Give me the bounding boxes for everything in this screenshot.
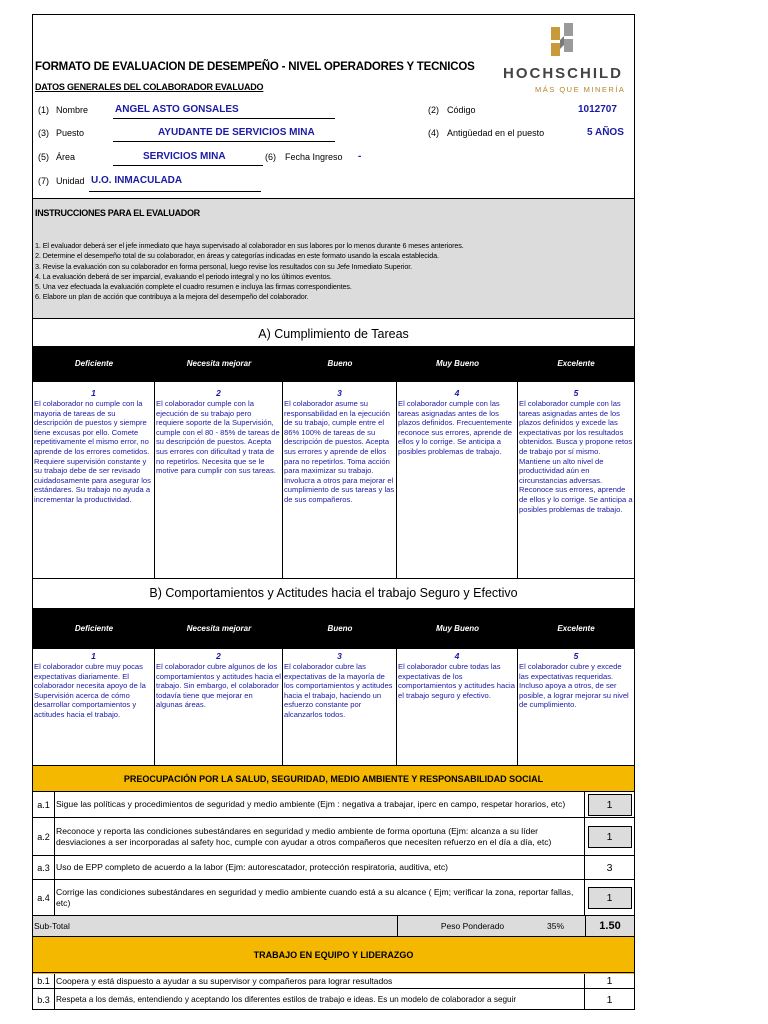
row-text: Reconoce y reporta las condiciones subestándares en seguridad y medio ambiente de forma oportuna (Ejm: alcanza a su líder desviaciones a ser incorporadas al safety hoc, cumple con ayudar a otros compañeros que necesiten refuerzo en el día a día, etc)	[55, 818, 585, 855]
scale-excelente: Excelente	[557, 623, 595, 633]
table-row	[33, 817, 634, 855]
unidad-value[interactable]: U.O. INMACULADA	[91, 175, 183, 186]
level-description: El colaborador cumple con la ejecución de su trabajo pero requiere soporte de la Supervisión, cumple con el 80 - 85% de tareas de su descripción de puestos. Acepta sus errores con dificultad y trata de no repetirlos. Necesita que se le motive para cumplir con sus tareas.	[156, 399, 280, 476]
level-number: 4	[454, 651, 460, 661]
ingreso-value[interactable]: -	[358, 151, 362, 162]
row-code: a.2	[33, 818, 55, 855]
nombre-value[interactable]: ANGEL ASTO GONSALES	[115, 104, 239, 115]
row-text: Coopera y está dispuesto a ayudar a su supervisor y compañeros para lograr resultados	[55, 974, 585, 988]
level-description: El colaborador cumple con las tareas asignadas antes de los plazos definidos y excede las expectativas por los resultados obtenidos. Busca y propone retos de trabajo por sí mismo. Mantiene un alto nivel de productividad aún en circunstancias adversas. Reconoce sus errores, aprende de ellos y lo corrige. Se anticipa a posibles problemas de trabajo.	[519, 399, 633, 514]
subtotal-value: 1.50	[585, 916, 634, 936]
scale-muy-bueno: Muy Bueno	[435, 623, 480, 633]
level-cell	[518, 382, 634, 578]
nombre-label: Nombre	[56, 105, 89, 115]
table-row	[33, 974, 634, 988]
level-description: El colaborador cubre muy pocas expectativas diariamente. El colaborador necesita apoyo de la Supervisión acerca de cómo desarrollar comportamientos y actitudes hacia el trabajo.	[34, 662, 146, 719]
level-number: 5	[573, 651, 579, 661]
table-row	[33, 879, 634, 915]
ingreso-label: Fecha Ingreso	[285, 152, 343, 162]
row-code: a.4	[33, 880, 55, 915]
level-cell	[283, 382, 397, 578]
row-text: Respeta a los demás, entendiendo y aceptando los diferentes estilos de trabajo e ideas. Es un modelo de colaborador a seguir	[55, 989, 585, 1010]
instruction-item: 5. Una vez efectuada la evaluación complete el cuadro resumen e incluya las firmas correspondientes.	[35, 282, 352, 292]
area-label: Área	[56, 152, 76, 162]
level-number: 5	[573, 388, 579, 398]
level-description: El colaborador no cumple con la mayoria de tareas de su descripción de puestos y siempre tiene excusas por ello. Comete repetitivamente el mismo error, no aprende de los errores cometidos. Requiere supervisión constante y su trabajo debe de ser revisado cuidadosamente para asegurar los estándares. Su trabajo no ayuda a incrementar la productividad.	[34, 399, 151, 504]
area-value[interactable]: SERVICIOS MINA	[143, 151, 226, 162]
nombre-underline	[113, 118, 335, 119]
row-code: b.1	[33, 974, 55, 988]
logo-mark-icon	[549, 21, 579, 61]
table-row	[33, 855, 634, 879]
puesto-num: (3)	[38, 128, 49, 138]
subtotal-row	[33, 915, 634, 937]
score-input[interactable]: 1	[606, 994, 613, 1006]
row-code: b.3	[33, 989, 55, 1010]
level-number: 3	[337, 651, 342, 661]
level-cell	[33, 382, 155, 578]
teamwork-title: TRABAJO EN EQUIPO Y LIDERAZGO	[33, 937, 634, 973]
level-cell	[397, 649, 518, 765]
nombre-num: (1)	[38, 105, 49, 115]
puesto-underline	[113, 141, 335, 142]
scale-necesita-mejorar: Necesita mejorar	[186, 623, 252, 633]
puesto-value[interactable]: AYUDANTE DE SERVICIOS MINA	[158, 127, 315, 138]
level-description: El colaborador cubre y excede las expectativas requeridas. Incluso apoya a otros, de ser posible, a lograr mejorar su nivel de cumplimiento.	[519, 662, 629, 710]
area-num: (5)	[38, 152, 49, 162]
safety-title: PREOCUPACIÓN POR LA SALUD, SEGURIDAD, MEDIO AMBIENTE Y RESPONSABILIDAD SOCIAL	[123, 774, 544, 784]
score-input[interactable]: 1	[588, 887, 632, 909]
scale-muy-bueno: Muy Bueno	[435, 359, 480, 368]
weight-value: 35%	[547, 921, 565, 931]
codigo-label: Código	[447, 105, 476, 115]
section-a-scale-header	[33, 346, 634, 381]
instructions-panel	[33, 198, 634, 319]
level-number: 1	[91, 388, 96, 398]
row-code: a.1	[33, 792, 55, 817]
puesto-label: Puesto	[56, 128, 85, 138]
section-b-title: B) Comportamientos y Actitudes hacia el trabajo Seguro y Efectivo	[149, 586, 518, 600]
row-text: Sigue las políticas y procedimientos de seguridad y medio ambiente (Ejm : negativa a trabajar, iperc en campo, respetar horarios, etc)	[55, 792, 585, 817]
scale-necesita-mejorar: Necesita mejorar	[186, 359, 252, 368]
row-text: Corrige las condiciones subestándares en seguridad y medio ambiente cuando está a su alcance ( Ejm; verificar la zona, reportar fallas, etc)	[55, 880, 585, 915]
level-number: 1	[91, 651, 96, 661]
instructions-list	[35, 241, 464, 303]
unidad-label: Unidad	[56, 176, 85, 186]
instruction-item: 2. Determine el desempeño total de su colaborador, en áreas y categorías indicadas en este formato usando la escala establecida.	[35, 251, 439, 261]
codigo-value[interactable]: 1012707	[578, 104, 617, 115]
level-number: 2	[216, 388, 221, 398]
ingreso-num: (6)	[265, 152, 276, 162]
instruction-item: 6. Elabore un plan de acción que contribuya a la mejora del desempeño del colaborador.	[35, 292, 309, 302]
section-b-scale-header	[33, 608, 634, 648]
weight-label: Peso Ponderado	[397, 916, 547, 936]
hochschild-logo	[493, 19, 633, 97]
level-description: El colaborador cumple con las tareas asignadas antes de los plazos definidos. Frecuentemente reconoce sus errores, aprende de ellos y lo corrige. Se anticipa a posibles problemas de trabajo.	[398, 399, 512, 456]
scale-excelente: Excelente	[557, 359, 595, 368]
row-code: a.3	[33, 856, 55, 879]
antiguedad-value[interactable]: 5 AÑOS	[587, 127, 624, 138]
level-cell	[283, 649, 397, 765]
level-description: El colaborador cubre algunos de los comportamientos y actitudes hacia el trabajo. Sin embargo, el colaborador todavía tiene que mejorar en algunas áreas.	[156, 662, 281, 710]
score-input[interactable]: 1	[606, 975, 613, 987]
score-input[interactable]: 3	[585, 856, 634, 879]
level-cell	[155, 382, 283, 578]
scale-deficiente: Deficiente	[74, 623, 114, 633]
score-input[interactable]: 1	[588, 826, 632, 848]
level-cell	[397, 382, 518, 578]
scale-deficiente: Deficiente	[74, 359, 114, 368]
section-a-title: A) Cumplimiento de Tareas	[258, 327, 409, 341]
instructions-title: INSTRUCCIONES PARA EL EVALUADOR	[35, 208, 200, 218]
scale-bueno: Bueno	[327, 359, 353, 368]
level-number: 3	[337, 388, 342, 398]
scale-bueno: Bueno	[327, 623, 353, 633]
antiguedad-label: Antigüedad en el puesto	[447, 128, 545, 138]
level-number: 2	[216, 651, 221, 661]
row-text: Uso de EPP completo de acuerdo a la labor (Ejm: autorescatador, protección respiratoria, auditiva, etc)	[55, 856, 585, 879]
score-input[interactable]: 1	[588, 794, 632, 816]
unidad-underline	[89, 191, 261, 192]
antiguedad-num: (4)	[428, 128, 439, 138]
instruction-item: 3. Revise la evaluación con su colaborador en forma personal, luego revise los resultados con su Jefe Inmediato Superior.	[35, 261, 413, 271]
table-row	[33, 988, 634, 1010]
codigo-num: (2)	[428, 105, 439, 115]
form-title: FORMATO DE EVALUACION DE DESEMPEÑO - NIVEL OPERADORES Y TECNICOS	[35, 61, 475, 73]
section-a-levels	[33, 381, 634, 579]
instruction-item: 4. La evaluación deberá de ser imparcial, evaluando el periodo integral y no los últimos eventos.	[35, 271, 332, 281]
unidad-num: (7)	[38, 176, 49, 186]
level-description: El colaborador cubre todas las expectativas de los comportamientos y actitudes hacia el trabajo seguro y efectivo.	[398, 662, 515, 700]
section-b-levels	[33, 648, 634, 766]
area-underline	[113, 165, 263, 166]
logo-tagline: MÁS QUE MINERÍA	[535, 85, 626, 94]
table-row	[33, 791, 634, 817]
instruction-item: 1. El evaluador deberá ser el jefe inmediato que haya supervisado al colaborador en sus labores por lo menos durante 6 meses anteriores.	[35, 241, 464, 250]
level-cell	[33, 649, 155, 765]
subtotal-label: Sub-Total	[34, 921, 70, 931]
level-cell	[155, 649, 283, 765]
level-description: El colaborador cubre las expectativas de la mayoría de los comportamientos y actitudes hacia el trabajo, haciendo un esfuerzo constante por alcanzarlos todos.	[284, 662, 393, 719]
logo-wordmark: HOCHSCHILD	[503, 65, 623, 82]
level-cell	[518, 649, 634, 765]
evaluation-form	[32, 14, 635, 1010]
form-subtitle: DATOS GENERALES DEL COLABORADOR EVALUADO	[35, 82, 264, 92]
level-description: El colaborador asume su responsabilidad en la ejecución de su trabajo, cumple entre el 86% 100% de tareas de su descripción de puestos. Acepta sus errores y aprende de ellos para no repetirlos. Toma acción para maximizar su trabajo. Involucra a otros para mejorar el cumplimiento de sus tareas y las de sus compañeros.	[284, 399, 395, 504]
level-number: 4	[454, 388, 460, 398]
